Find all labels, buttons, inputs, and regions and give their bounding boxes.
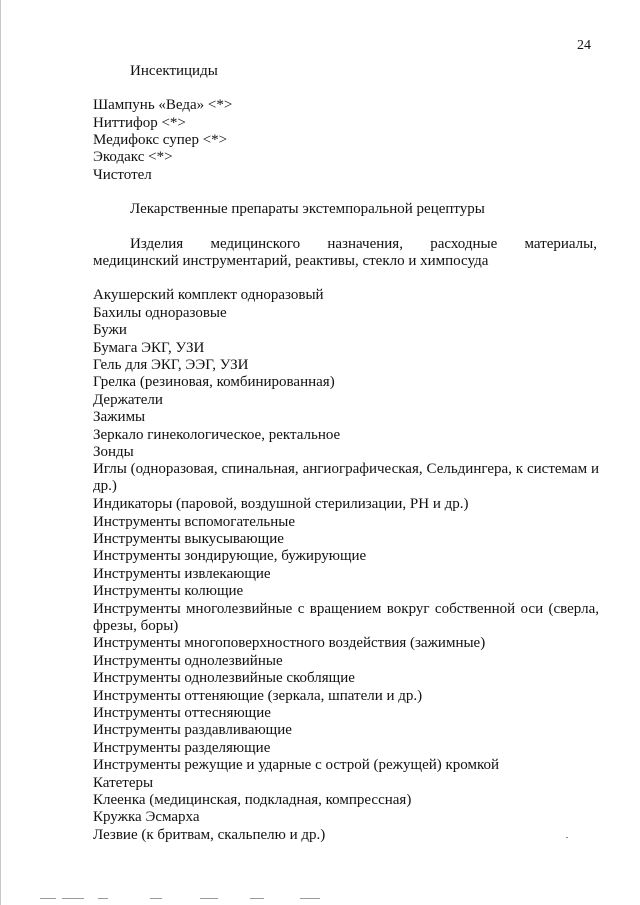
list-item: Гель для ЭКГ, ЭЭГ, УЗИ (93, 357, 249, 373)
list-item: Экодакс <*> (93, 149, 173, 165)
scan-artifact (200, 898, 218, 899)
list-item: Ниттифор <*> (93, 115, 186, 131)
list-item: Зеркало гинекологическое, ректальное (93, 427, 341, 443)
list-item: Грелка (резиновая, комбинированная) (93, 374, 335, 390)
list-item: Клеенка (медицинская, подкладная, компрессная) (93, 792, 412, 808)
scan-artifact (250, 898, 264, 899)
list-item: Лезвие (к бритвам, скальпелю и др.) (93, 827, 326, 843)
list-item: Иглы (одноразовая, спинальная, ангиографическая, Сельдингера, к системам и др.) (93, 461, 599, 495)
list-item: Медифокс супер <*> (93, 132, 228, 148)
list-item: Бумага ЭКГ, УЗИ (93, 340, 205, 356)
list-item: Инструменты оттесняющие (93, 705, 271, 721)
list-item: Инструменты однолезвийные (93, 653, 283, 669)
scan-speck (566, 837, 568, 838)
list-item: Зажимы (93, 409, 146, 425)
list-item: Инструменты разделяющие (93, 740, 271, 756)
heading-word: медицинского (210, 236, 301, 252)
scan-artifact (40, 898, 56, 899)
list-item: Чистотел (93, 167, 152, 183)
list-item: Зонды (93, 444, 134, 460)
heading-line-1 (93, 236, 597, 253)
heading-word: назначения, (327, 236, 403, 252)
list-item: Бахилы одноразовые (93, 305, 227, 321)
heading-word: Изделия (130, 236, 184, 252)
list-item: Инструменты зондирующие, бужирующие (93, 548, 367, 564)
list-item: Инструменты раздавливающие (93, 722, 292, 738)
section-heading-extemporal: Лекарственные препараты экстемпоральной рецептуры (130, 201, 485, 217)
list-item: Акушерский комплект одноразовый (93, 287, 324, 303)
heading-word: расходные (430, 236, 498, 252)
page-number: 24 (577, 38, 591, 53)
list-item: Инструменты оттеняющие (зеркала, шпатели и др.) (93, 688, 423, 704)
scan-left-edge (0, 0, 1, 905)
list-item: Инструменты однолезвийные скоблящие (93, 670, 355, 686)
list-item: Шампунь «Веда» <*> (93, 97, 233, 113)
list-item: Инструменты режущие и ударные с острой (режущей) кромкой (93, 757, 500, 773)
list-item: Инструменты многолезвийные с вращением вокруг собственной оси (сверла, фрезы, боры) (93, 601, 599, 635)
list-item: Кружка Эсмарха (93, 809, 200, 825)
list-item: Индикаторы (паровой, воздушной стерилизации, PH и др.) (93, 496, 469, 512)
scan-artifact (62, 898, 84, 899)
heading-word: материалы, (524, 236, 597, 252)
list-item: Инструменты вспомогательные (93, 514, 296, 530)
list-item: Инструменты колющие (93, 583, 244, 599)
scan-artifact (300, 898, 320, 899)
list-item: Бужи (93, 322, 127, 338)
list-item: Катетеры (93, 775, 154, 791)
section-heading-medical-products (93, 236, 597, 270)
scan-artifact (150, 898, 162, 899)
list-item: Инструменты выкусывающие (93, 531, 284, 547)
list-item: Инструменты многоповерхностного воздействия (зажимные) (93, 635, 486, 651)
list-item: Инструменты извлекающие (93, 566, 271, 582)
scan-artifact (98, 898, 108, 899)
section-heading-insecticides: Инсектициды (130, 63, 218, 79)
list-item: Держатели (93, 392, 163, 408)
heading-line-2: медицинский инструментарий, реактивы, стекло и химпосуда (93, 253, 489, 269)
